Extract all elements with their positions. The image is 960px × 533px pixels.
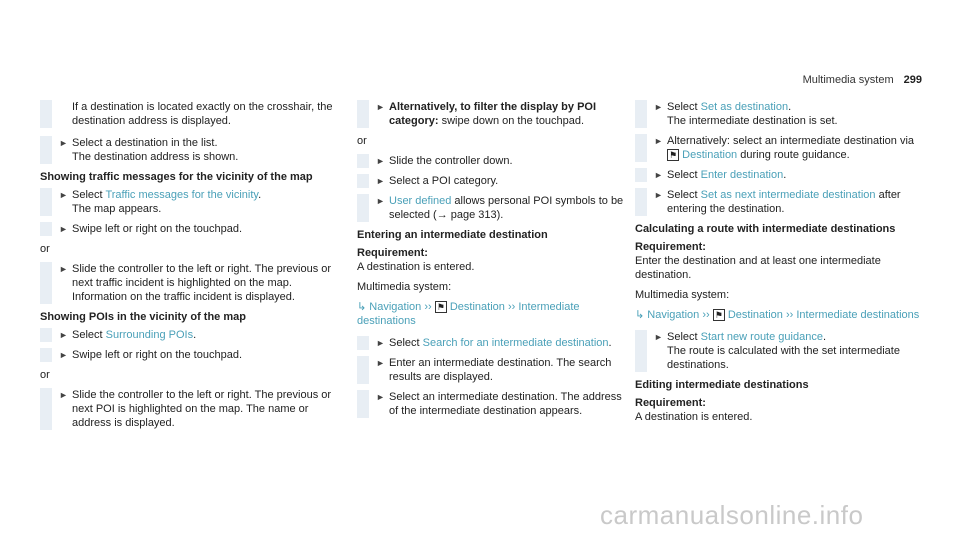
- step-swipe-2: ► Swipe left or right on the touchpad.: [40, 348, 345, 362]
- step-enter-intermediate: ► Enter an intermediate destination. The search results are displayed.: [357, 356, 632, 384]
- or-text: or: [357, 135, 367, 147]
- column-2: [357, 100, 632, 424]
- step-arrow-icon: ►: [59, 264, 68, 274]
- step-arrow-icon: ►: [376, 392, 385, 402]
- step-arrow-icon: ►: [59, 390, 68, 400]
- path-navigation[interactable]: Navigation: [647, 309, 700, 321]
- step-arrow-icon: ►: [654, 190, 663, 200]
- step-arrow-icon: ►: [59, 138, 68, 148]
- menu-return-icon: ↳: [635, 309, 645, 321]
- column-3: [635, 100, 920, 430]
- step-poi-category: ► Select a POI category.: [357, 174, 632, 188]
- requirement: Requirement: Enter the destination and at least one intermediate destination.: [635, 241, 881, 281]
- step-arrow-icon: ►: [59, 224, 68, 234]
- step-select-destination: ► Select a destination in the list. The destination address is shown.: [40, 136, 345, 164]
- step-slide-2: ► Slide the controller to the left or right. The previous or next POI is highlighted on the map. The name or address is displayed.: [40, 388, 345, 430]
- chevron-icon: ››: [785, 309, 794, 321]
- or-text: or: [40, 243, 50, 255]
- multimedia-system-label: Multimedia system:: [635, 289, 730, 301]
- menu-path: [357, 300, 632, 328]
- step-arrow-icon: ►: [654, 136, 663, 146]
- user-defined-link[interactable]: User defined: [389, 195, 452, 207]
- step-user-defined: ► User defined allows personal POI symbols to be selected (→ page 313).: [357, 194, 632, 222]
- step-set-next-intermediate: ► Select Set as next intermediate destination after entering the destination.: [635, 188, 920, 216]
- step-arrow-icon: ►: [376, 196, 385, 206]
- step-enter-destination: ► Select Enter destination.: [635, 168, 920, 182]
- set-as-destination-link[interactable]: Set as destination: [700, 101, 789, 113]
- set-next-intermediate-link[interactable]: Set as next intermediate destination: [700, 189, 876, 201]
- step-alternatively-destination: ► Alternatively: select an intermediate destination via ⚑ Destination during route guidance.: [635, 134, 920, 162]
- path-intermediate[interactable]: Intermediate destinations: [357, 301, 580, 327]
- search-intermediate-link[interactable]: Search for an intermediate destination: [422, 337, 609, 349]
- multimedia-system-label: Multimedia system:: [357, 281, 452, 293]
- chevron-icon: ››: [702, 309, 710, 321]
- step-slide-down: ► Slide the controller down.: [357, 154, 632, 168]
- chevron-icon: ››: [507, 301, 516, 313]
- path-navigation[interactable]: Navigation: [369, 301, 422, 313]
- or-text-2: or: [40, 369, 50, 381]
- destination-link[interactable]: Destination: [682, 149, 738, 161]
- step-set-destination: ► Select Set as destination. The intermediate destination is set.: [635, 100, 920, 128]
- step-traffic-select: ► Select Traffic messages for the vicinity. The map appears.: [40, 188, 345, 216]
- menu-path: [635, 308, 920, 322]
- flag-icon: ⚑: [669, 150, 678, 160]
- path-destination[interactable]: Destination: [449, 301, 505, 313]
- step-select-intermediate: ► Select an intermediate destination. The address of the intermediate destination appears.: [357, 390, 632, 418]
- step-arrow-icon: ►: [376, 338, 385, 348]
- traffic-messages-link[interactable]: Traffic messages for the vicinity: [105, 189, 259, 201]
- step-slide: ► Slide the controller to the left or right. The previous or next traffic incident is highlighted on the map. Information on the traffic incident is displayed.: [40, 262, 345, 304]
- flag-icon: ⚑: [714, 310, 723, 320]
- flag-icon: ⚑: [436, 302, 445, 312]
- step-arrow-icon: ►: [376, 102, 385, 112]
- step-swipe: ► Swipe left or right on the touchpad.: [40, 222, 345, 236]
- surrounding-pois-link[interactable]: Surrounding POIs: [105, 329, 194, 341]
- watermark: carmanualsonline.info: [600, 500, 864, 530]
- heading-intermediate: Entering an intermediate destination: [357, 229, 548, 241]
- step-arrow-icon: ►: [59, 190, 68, 200]
- requirement: Requirement: A destination is entered.: [357, 247, 475, 273]
- step-arrow-icon: ►: [654, 332, 663, 342]
- step-arrow-icon: ►: [59, 350, 68, 360]
- page-header: [803, 74, 922, 86]
- menu-return-icon: ↳: [357, 301, 367, 313]
- step-start-route-guidance: ► Select Start new route guidance. The route is calculated with the set intermediate destinations.: [635, 330, 920, 372]
- step-arrow-icon: ►: [654, 102, 663, 112]
- chevron-icon: ››: [424, 301, 432, 313]
- start-new-route-guidance-link[interactable]: Start new route guidance: [700, 331, 823, 343]
- heading-pois: Showing POIs in the vicinity of the map: [40, 311, 246, 323]
- page-number: 299: [903, 74, 922, 86]
- step-arrow-icon: ►: [376, 176, 385, 186]
- path-intermediate[interactable]: Intermediate destinations: [796, 309, 920, 321]
- step-arrow-icon: ►: [59, 330, 68, 340]
- step-arrow-icon: ►: [376, 358, 385, 368]
- column-1: [40, 100, 345, 436]
- path-destination[interactable]: Destination: [727, 309, 783, 321]
- heading-calculating-route: Calculating a route with intermediate destinations: [635, 223, 896, 235]
- step-pois-select: ► Select Surrounding POIs.: [40, 328, 345, 342]
- step-alternatively: ► Alternatively, to filter the display by POI category: swipe down on the touchpad.: [357, 100, 632, 128]
- header-title: Multimedia system: [802, 74, 894, 86]
- step-search-intermediate: ► Select Search for an intermediate destination.: [357, 336, 632, 350]
- requirement-2: Requirement: A destination is entered.: [635, 397, 753, 423]
- intro-paragraph: If a destination is located exactly on the crosshair, the destination address is displayed.: [40, 100, 345, 128]
- heading-traffic: Showing traffic messages for the vicinity of the map: [40, 171, 313, 183]
- heading-editing: Editing intermediate destinations: [635, 379, 809, 391]
- step-arrow-icon: ►: [654, 170, 663, 180]
- enter-destination-link[interactable]: Enter destination: [700, 169, 784, 181]
- step-arrow-icon: ►: [376, 156, 385, 166]
